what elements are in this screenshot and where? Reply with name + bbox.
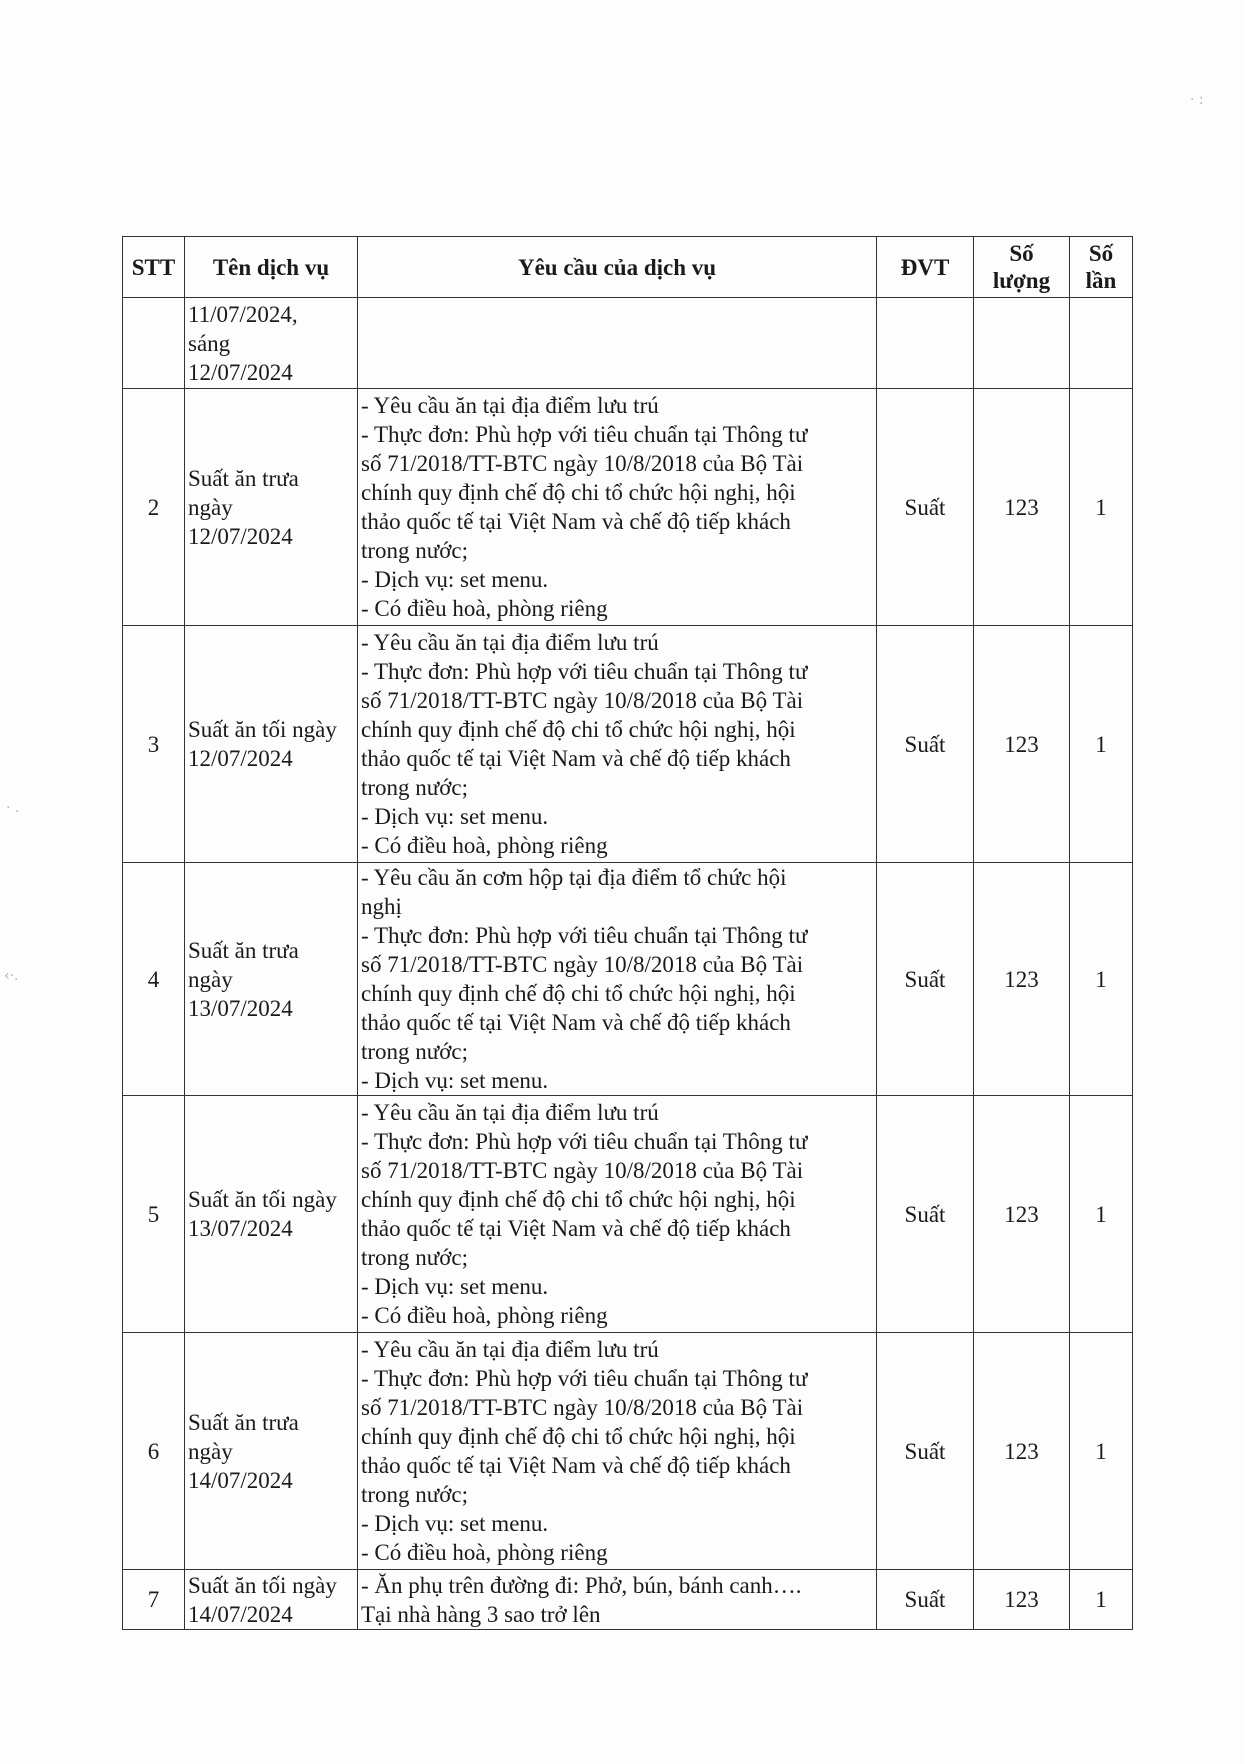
cell-service-name [185,1333,358,1570]
cell-times: 1 [1070,1096,1133,1333]
header-stt: STT [123,237,185,298]
name-line: Suất ăn trưa [188,937,299,963]
cell-unit: Suất [877,863,974,1096]
requirement-line: số 71/2018/TT-BTC ngày 10/8/2018 của Bộ Tài [361,952,804,977]
requirement-line: - Thực đơn: Phù hợp với tiêu chuẩn tại Thông tư [361,1366,808,1391]
name-line: Suất ăn tối ngày [188,717,337,742]
requirement-line: Tại nhà hàng 3 sao trở lên [361,1601,601,1627]
cell-times: 1 [1070,626,1133,863]
requirement-line: - Yêu cầu ăn tại địa điểm lưu trú [361,1100,659,1125]
name-line: 13/07/2024 [188,1216,293,1241]
requirement-line: - Yêu cầu ăn tại địa điểm lưu trú [361,393,659,418]
table-row [123,1096,1133,1333]
cell-requirements [358,863,877,1096]
cell-stt: 3 [123,626,185,863]
cell-requirements [358,1096,877,1333]
header-unit: ĐVT [877,237,974,298]
requirement-line: - Dịch vụ: set menu. [361,1511,549,1536]
cell-service-name [185,626,358,863]
requirement-line: - Có điều hoà, phòng riêng [361,833,608,858]
requirement-line: chính quy định chế độ chi tổ chức hội nghị, hội [361,480,796,505]
services-table [122,236,1133,1630]
requirement-line: - Yêu cầu ăn tại địa điểm lưu trú [361,630,659,655]
scan-speck: · . [6,800,20,816]
cell-times: 1 [1070,389,1133,626]
header-quantity [974,237,1070,298]
cell-unit [877,298,974,389]
cell-requirements [358,389,877,626]
requirement-line: - Thực đơn: Phù hợp với tiêu chuẩn tại Thông tư [361,422,808,447]
header-times [1070,237,1133,298]
requirement-line: thảo quốc tế tại Việt Nam và chế độ tiếp khách [361,509,791,534]
cell-unit: Suất [877,1096,974,1333]
requirement-line: thảo quốc tế tại Việt Nam và chế độ tiếp khách [361,1010,791,1035]
requirement-line: chính quy định chế độ chi tổ chức hội nghị, hội [361,981,796,1006]
cell-quantity: 123 [974,1096,1070,1333]
table-row [123,1570,1133,1630]
cell-requirements [358,1570,877,1630]
cell-stt: 4 [123,863,185,1096]
cell-stt: 6 [123,1333,185,1570]
scan-speck: · : [1190,92,1204,108]
requirement-line: số 71/2018/TT-BTC ngày 10/8/2018 của Bộ Tài [361,451,804,476]
requirement-line: chính quy định chế độ chi tổ chức hội nghị, hội [361,1424,796,1449]
scan-speck: ‹·. [4,968,19,984]
requirement-line: - Dịch vụ: set menu. [361,567,549,592]
requirement-line: - Thực đơn: Phù hợp với tiêu chuẩn tại Thông tư [361,659,808,684]
requirement-line: - Ăn phụ trên đường đi: Phở, bún, bánh canh…. [361,1572,802,1598]
name-line: 12/07/2024 [188,523,293,549]
requirement-line: trong nước; [361,1245,469,1270]
name-line: ngày [188,1438,233,1464]
table-row [123,389,1133,626]
requirement-line: trong nước; [361,538,469,563]
requirement-line: thảo quốc tế tại Việt Nam và chế độ tiếp khách [361,1453,791,1478]
cell-quantity: 123 [974,389,1070,626]
name-line: ngày [188,494,233,520]
requirement-line: - Dịch vụ: set menu. [361,1274,549,1299]
cell-quantity: 123 [974,1333,1070,1570]
cell-quantity: 123 [974,626,1070,863]
cell-times: 1 [1070,1570,1133,1630]
name-line: Suất ăn trưa [188,1409,299,1435]
header-times-line: Số [1088,241,1114,266]
name-line: 13/07/2024 [188,995,293,1021]
name-line: 11/07/2024, [188,301,298,327]
name-line: 12/07/2024 [188,746,293,771]
cell-unit: Suất [877,389,974,626]
cell-requirements [358,626,877,863]
cell-unit: Suất [877,1333,974,1570]
requirement-line: - Yêu cầu ăn cơm hộp tại địa điểm tổ chức hội [361,865,787,890]
name-line: sáng [188,330,231,356]
cell-stt [123,298,185,389]
cell-stt: 5 [123,1096,185,1333]
cell-quantity: 123 [974,863,1070,1096]
cell-times [1070,298,1133,389]
header-quantity-line: lượng [992,268,1051,293]
name-line: Suất ăn tối ngày [188,1187,337,1212]
name-line: 14/07/2024 [188,1467,293,1493]
requirement-line: nghị [361,894,402,919]
requirement-line: - Dịch vụ: set menu. [361,1068,549,1093]
cell-service-name [185,389,358,626]
requirement-line: thảo quốc tế tại Việt Nam và chế độ tiếp khách [361,746,791,771]
requirement-line: số 71/2018/TT-BTC ngày 10/8/2018 của Bộ Tài [361,688,804,713]
requirement-line: - Thực đơn: Phù hợp với tiêu chuẩn tại Thông tư [361,1129,808,1154]
header-times-line: lần [1085,268,1117,293]
requirement-line: - Có điều hoà, phòng riêng [361,596,608,621]
cell-unit: Suất [877,1570,974,1630]
name-line: Suất ăn tối ngày [188,1572,337,1598]
cell-times: 1 [1070,1333,1133,1570]
cell-times: 1 [1070,863,1133,1096]
cell-quantity: 123 [974,1570,1070,1630]
requirement-line: trong nước; [361,1039,469,1064]
table-row [123,863,1133,1096]
header-requirements: Yêu cầu của dịch vụ [358,237,877,298]
requirement-line: - Dịch vụ: set menu. [361,804,549,829]
requirement-line: thảo quốc tế tại Việt Nam và chế độ tiếp khách [361,1216,791,1241]
table-row [123,626,1133,863]
name-line: 12/07/2024 [188,359,293,385]
table-row-continuation [123,298,1133,389]
requirement-line: chính quy định chế độ chi tổ chức hội nghị, hội [361,1187,796,1212]
requirement-line: chính quy định chế độ chi tổ chức hội nghị, hội [361,717,796,742]
header-service-name: Tên dịch vụ [185,237,358,298]
requirement-line: - Yêu cầu ăn tại địa điểm lưu trú [361,1337,659,1362]
cell-service-name [185,298,358,389]
requirement-line: - Thực đơn: Phù hợp với tiêu chuẩn tại Thông tư [361,923,808,948]
name-line: ngày [188,966,233,992]
cell-stt: 2 [123,389,185,626]
name-line: Suất ăn trưa [188,465,299,491]
cell-service-name [185,1570,358,1630]
requirement-line: số 71/2018/TT-BTC ngày 10/8/2018 của Bộ Tài [361,1395,804,1420]
table-header-row [123,237,1133,298]
cell-quantity [974,298,1070,389]
cell-service-name [185,863,358,1096]
cell-requirements [358,1333,877,1570]
table-row [123,1333,1133,1570]
requirement-line: - Có điều hoà, phòng riêng [361,1540,608,1565]
requirement-line: - Có điều hoà, phòng riêng [361,1303,608,1328]
cell-service-name [185,1096,358,1333]
header-quantity-line: Số [1009,241,1034,266]
cell-unit: Suất [877,626,974,863]
cell-requirements [358,298,877,389]
name-line: 14/07/2024 [188,1601,293,1627]
requirement-line: số 71/2018/TT-BTC ngày 10/8/2018 của Bộ Tài [361,1158,804,1183]
requirement-line: trong nước; [361,775,469,800]
requirement-line: trong nước; [361,1482,469,1507]
cell-stt: 7 [123,1570,185,1630]
